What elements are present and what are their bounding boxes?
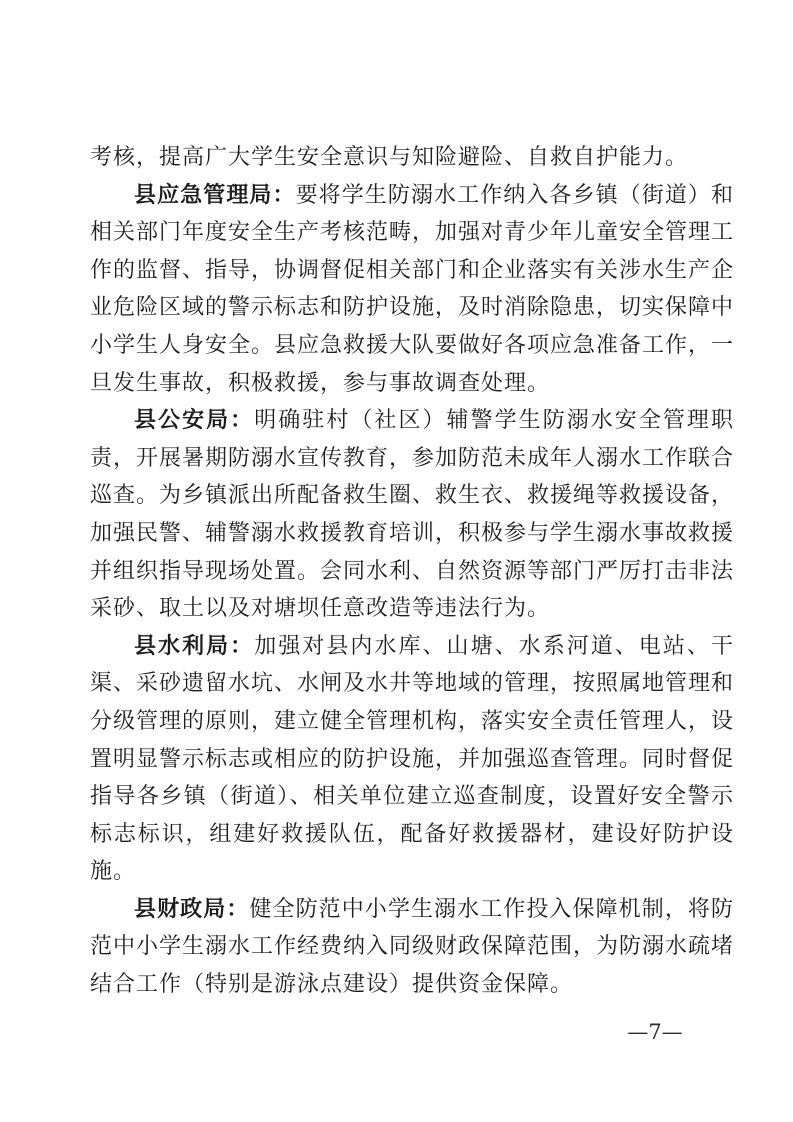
paragraph: [90, 891, 734, 1004]
department-label: 县公安局：: [134, 407, 255, 434]
paragraph-text: 加强对县内水库、山塘、水系河道、电站、干渠、采砂遗留水坑、水闸及水井等地域的管理，按照属地管理和分级管理的原则，建立健全管理机构，落实安全责任管理人，设置明显警示标志或相应的防护设施，并加强巡查管理。同时督促指导各乡镇（街道）、相关单位建立巡查制度，设置好安全警示标志标识，组建好救援队伍，配备好救援器材，建设好防护设施。: [90, 633, 735, 885]
paragraph: [90, 177, 734, 403]
department-label: 县应急管理局：: [134, 181, 296, 208]
paragraph: [90, 628, 734, 891]
department-label: 县水利局：: [134, 632, 255, 659]
page-number: —7—: [627, 1020, 683, 1044]
paragraph-text: 考核，提高广大学生安全意识与知险避险、自救自护能力。: [90, 145, 689, 170]
department-label: 县财政局：: [134, 895, 250, 922]
paragraph-text: 健全防范中小学生溺水工作投入保障机制，将防范中小学生溺水工作经费纳入同级财政保障范围，为防溺水疏堵结合工作（特别是游泳点建设）提供资金保障。: [90, 896, 735, 998]
paragraph: [90, 139, 734, 177]
document-body: [90, 139, 734, 1004]
paragraph-text: 要将学生防溺水工作纳入各乡镇（街道）和相关部门年度安全生产考核范畴，加强对青少年儿童安全管理工作的监督、指导，协调督促相关部门和企业落实有关涉水生产企业危险区域的警示标志和防护设施，及时消除隐患，切实保障中小学生人身安全。县应急救援大队要做好各项应急准备工作，一旦发生事故，积极救援，参与事故调查处理。: [90, 182, 735, 396]
paragraph: [90, 402, 734, 628]
paragraph-text: 明确驻村（社区）辅警学生防溺水安全管理职责，开展暑期防溺水宣传教育，参加防范未成年人溺水工作联合巡查。为乡镇派出所配备救生圈、救生衣、救援绳等救援设备，加强民警、辅警溺水救援教育培训，积极参与学生溺水事故救援并组织指导现场处置。会同水利、自然资源等部门严厉打击非法采砂、取土以及对塘坝任意改造等违法行为。: [90, 408, 735, 622]
